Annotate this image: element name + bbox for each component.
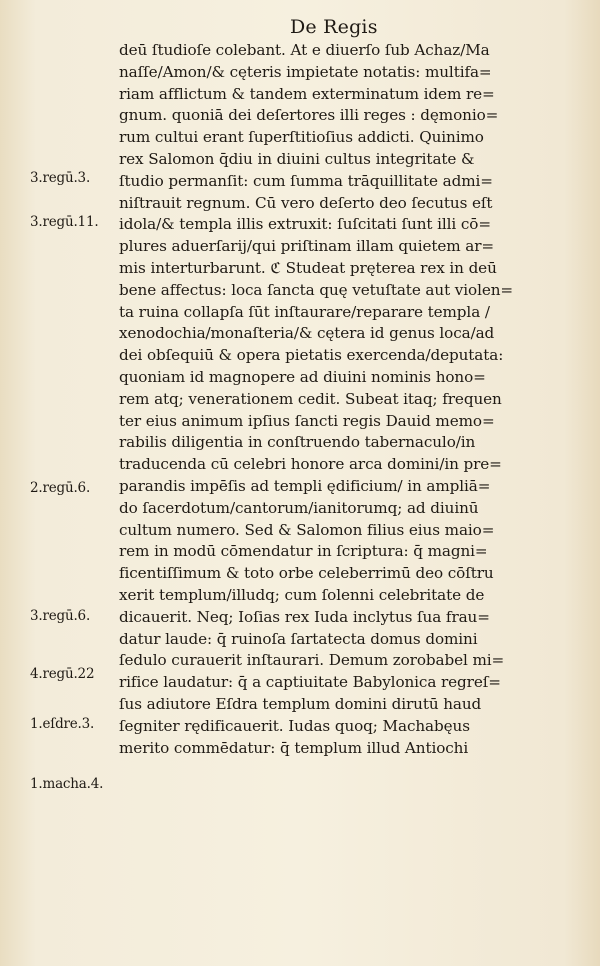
text-line: xerit templum/illudq; cum ſolenni celebritate de bbox=[119, 585, 485, 604]
marginal-note: 3.regū.11. bbox=[30, 214, 99, 230]
text-line: ſedulo curauerit inſtaurari. Demum zorobabel mi= bbox=[119, 651, 505, 670]
text-line: dicauerit. Neq; Ioſias rex Iuda inclytus ſua frau= bbox=[119, 607, 490, 626]
text-line: xenodochia/monaſteria/& cętera id genus loca/ad bbox=[119, 324, 495, 343]
marginal-note: 3.regū.3. bbox=[30, 170, 91, 186]
marginal-note: 1.eſdre.3. bbox=[30, 716, 95, 732]
text-line: rifice laudatur: q̄ a captiuitate Babylonica regreſ= bbox=[119, 673, 501, 692]
text-line: ta ruina collapſa ſūt inſtaurare/reparare templa / bbox=[119, 302, 490, 321]
text-line: bene affectus: loca ſancta quę vetuſtate aut violen= bbox=[119, 280, 514, 299]
text-line: rem atq; venerationem cedit. Subeat itaq; frequen bbox=[119, 389, 502, 408]
text-line: merito commēdatur: q̄ templum illud Antiochi bbox=[119, 738, 469, 757]
text-line: ter eius animum ipſius ſancti regis Dauid memo= bbox=[119, 411, 495, 430]
running-head: De Regis bbox=[290, 16, 378, 38]
text-line: rum cultui erant ſuperſtitioſius addicti. Quinimo bbox=[119, 128, 484, 147]
body-text bbox=[119, 40, 564, 759]
text-line: parandis impēſis ad templi ędificium/ in ampliā= bbox=[119, 476, 491, 495]
text-line: ſtudio permanſit: cum ſumma trāquillitate admi= bbox=[119, 171, 493, 190]
text-line: ſus adiutore Eſdra templum domini dirutū haud bbox=[119, 694, 482, 713]
text-line: rex Salomon q̄diu in diuini cultus integritate & bbox=[119, 149, 475, 168]
text-line: mis interturbarunt. ℭ Studeat pręterea rex in deū bbox=[119, 258, 497, 277]
marginal-note: 1.macha.4. bbox=[30, 776, 104, 792]
text-line: quoniam id magnopere ad diuini nominis hono= bbox=[119, 367, 486, 386]
text-line: ſegniter rędificauerit. Iudas quoq; Machabęus bbox=[119, 716, 470, 735]
text-line: rem in modū cōmendatur in ſcriptura: q̄ magni= bbox=[119, 542, 488, 561]
text-line: rabilis diligentia in conſtruendo tabernaculo/in bbox=[119, 433, 476, 452]
marginal-note: 4.regū.22 bbox=[30, 666, 95, 682]
text-line: deū ſtudioſe colebant. At e diuerſo ſub Achaz/Ma bbox=[119, 41, 490, 59]
marginal-note: 3.regū.6. bbox=[30, 608, 91, 624]
text-line: riam afflictum & tandem exterminatum idem re= bbox=[119, 84, 495, 103]
text-line: gnum. quoniā dei deſertores illi reges : dęmonio= bbox=[119, 106, 499, 125]
marginalia bbox=[0, 0, 120, 966]
text-line: datur laude: q̄ ruinoſa ſartatecta domus domini bbox=[119, 629, 478, 648]
text-line: ficentiſſimum & toto orbe celeberrimū deo cōſtru bbox=[119, 564, 494, 583]
text-line: cultum numero. Sed & Salomon filius eius maio= bbox=[119, 520, 495, 539]
text-line: niſtrauit regnum. Cū vero deſerto deo ſecutus eſt bbox=[119, 193, 493, 212]
text-line: naſſe/Amon/& cęteris impietate notatis: multifa= bbox=[119, 62, 492, 81]
text-line: traducenda cū celebri honore arca domini/in pre= bbox=[119, 455, 502, 474]
text-line: idola/& templa illis extruxit: ſuſcitati ſunt illi cō= bbox=[119, 215, 491, 234]
text-line: dei obſequiū & opera pietatis exercenda/deputata: bbox=[119, 346, 504, 365]
text-line: do ſacerdotum/cantorum/ianitorumq; ad diuinū bbox=[119, 498, 479, 517]
text-line: plures aduerſarij/qui priſtinam illam quietem ar= bbox=[119, 237, 494, 256]
marginal-note: 2.regū.6. bbox=[30, 480, 91, 496]
